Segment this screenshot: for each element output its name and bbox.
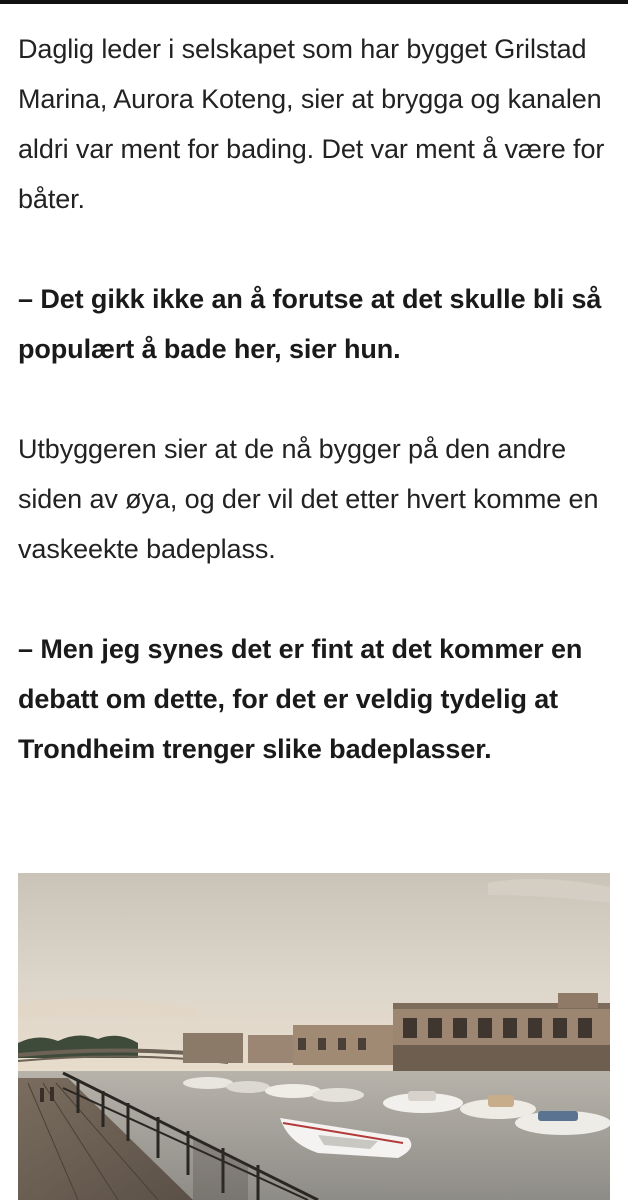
article-quote: – Det gikk ikke an å forutse at det skulle bli så populært å bade her, sier hun.	[18, 284, 602, 364]
article-body	[18, 24, 614, 774]
marina-photo-illustration	[18, 873, 610, 1200]
article-paragraph: Utbyggeren sier at de nå bygger på den andre siden av øya, og der vil det etter hvert komme en vaskeekte badeplass.	[18, 434, 599, 564]
article-paragraph: Daglig leder i selskapet som har bygget Grilstad Marina, Aurora Koteng, sier at brygga og kanalen aldri var ment for bading. Det var ment å være for båter.	[18, 34, 605, 214]
article-photo[interactable]	[18, 873, 610, 1200]
cropped-heading-remnant	[0, 0, 628, 8]
article-quote: – Men jeg synes det er fint at det kommer en debatt om dette, for det er veldig tydelig at Trondheim trenger slike badeplasser.	[18, 634, 583, 764]
